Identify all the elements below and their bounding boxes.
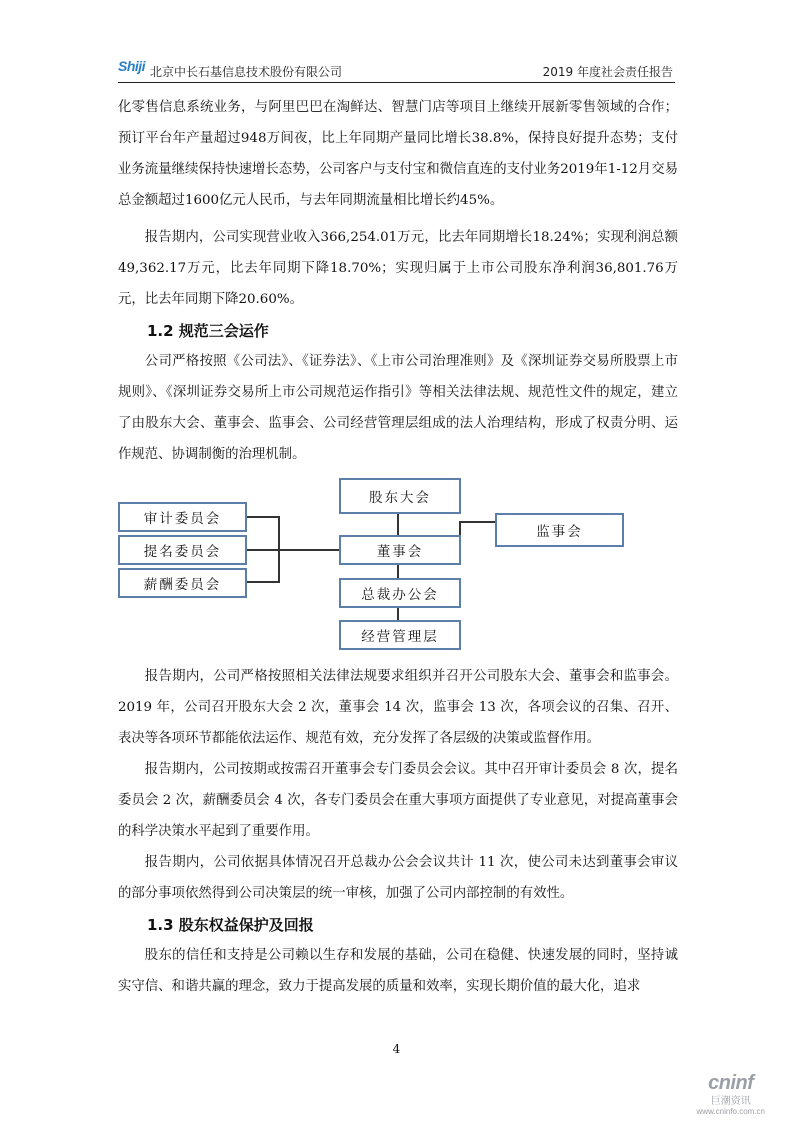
cninfo-watermark: [697, 1072, 765, 1116]
org-box-audit-committee: 审计委员会: [118, 502, 247, 532]
shiji-logo: Shiji: [118, 58, 146, 74]
paragraph-meetings-held: 报告期内，公司严格按照相关法律法规要求组织并召开公司股东大会、董事会和监事会。2019 年，公司召开股东大会 2 次，董事会 14 次，监事会 13 次，各项会议的召集、召开、表决等各项环节都能依法运作、规范有效，充分发挥了各层级的决策或监督作用。: [118, 669, 678, 746]
org-box-board: 董事会: [339, 535, 461, 565]
connector-shareholders-board: [397, 513, 399, 537]
cninfo-logo: cninf: [708, 1072, 754, 1094]
connector-audit: [245, 516, 280, 518]
paragraph-financial-results: 报告期内，公司实现营业收入366,254.01万元，比去年同期增长18.24%；实现利润总额49,362.17万元，比去年同期下降18.70%；实现归属于上市公司股东净利润36,801.76万元，比去年同期下降20.60%。: [118, 230, 678, 307]
cninfo-chinese-name: 巨潮资讯: [710, 1096, 751, 1107]
paragraph-retail-business: 化零售信息系统业务，与阿里巴巴在淘鲜达、智慧门店等项目上继续开展新零售领域的合作；预订平台年产量超过948万间夜，比上年同期产量同比增长38.8%，保持良好提升态势；支付业务流量继续保持快速增长态势，公司客户与支付宝和微信直连的支付业务2019年1-12月交易总金额超过1600亿元人民币，与去年同期流量相比增长约45%。: [118, 100, 678, 208]
org-box-shareholders: 股东大会: [339, 478, 461, 514]
org-box-supervisors: 监事会: [495, 513, 624, 547]
paragraph-governance-structure: 公司严格按照《公司法》、《证券法》、《上市公司治理准则》及《深圳证券交易所股票上市规则》、《深圳证券交易所上市公司规范运作指引》等相关法律法规、规范性文件的规定，建立了由股东大会、董事会、监事会、公司经营管理层组成的法人治理结构，形成了权责分明、运作规范、协调制衡的治理机制。: [118, 354, 678, 462]
connector-nomination-board: [245, 549, 341, 551]
page-header: [118, 54, 675, 83]
connector-president-management: [397, 607, 399, 621]
connector-board-supervisors-h: [459, 521, 497, 523]
company-name: 北京中长石基信息技术股份有限公司: [150, 65, 343, 79]
connector-board-president: [397, 565, 399, 579]
connector-compensation: [245, 581, 280, 583]
section-heading-1-3: 1.3 股东权益保护及回报: [147, 916, 314, 934]
cninfo-url: www.cninfo.com.cn: [696, 1107, 765, 1116]
page-number: 4: [392, 1042, 401, 1056]
paragraph-president-office: 报告期内，公司依据具体情况召开总裁办公会会议共计 11 次，使公司未达到董事会审议的部分事项依然得到公司决策层的统一审核，加强了公司内部控制的有效性。: [118, 855, 678, 901]
org-box-nomination-committee: 提名委员会: [118, 535, 247, 565]
org-box-management: 经营管理层: [339, 620, 461, 650]
org-box-president-office: 总裁办公会: [339, 578, 461, 608]
report-title: 2019 年度社会责任报告: [542, 65, 673, 79]
paragraph-committee-meetings: 报告期内，公司按期或按需召开董事会专门委员会会议。其中召开审计委员会 8 次，提名委员会 2 次，薪酬委员会 4 次，各专门委员会在重大事项方面提供了专业意见，对提高董事会的科学决策水平起到了重要作用。: [118, 762, 678, 839]
section-heading-1-2: 1.2 规范三会运作: [147, 322, 269, 340]
paragraph-shareholder-trust: 股东的信任和支持是公司赖以生存和发展的基础，公司在稳健、快速发展的同时，坚持诚实守信、和谐共赢的理念，致力于提高发展的质量和效率，实现长期价值的最大化，追求: [118, 948, 678, 994]
org-box-compensation-committee: 薪酬委员会: [118, 568, 247, 598]
